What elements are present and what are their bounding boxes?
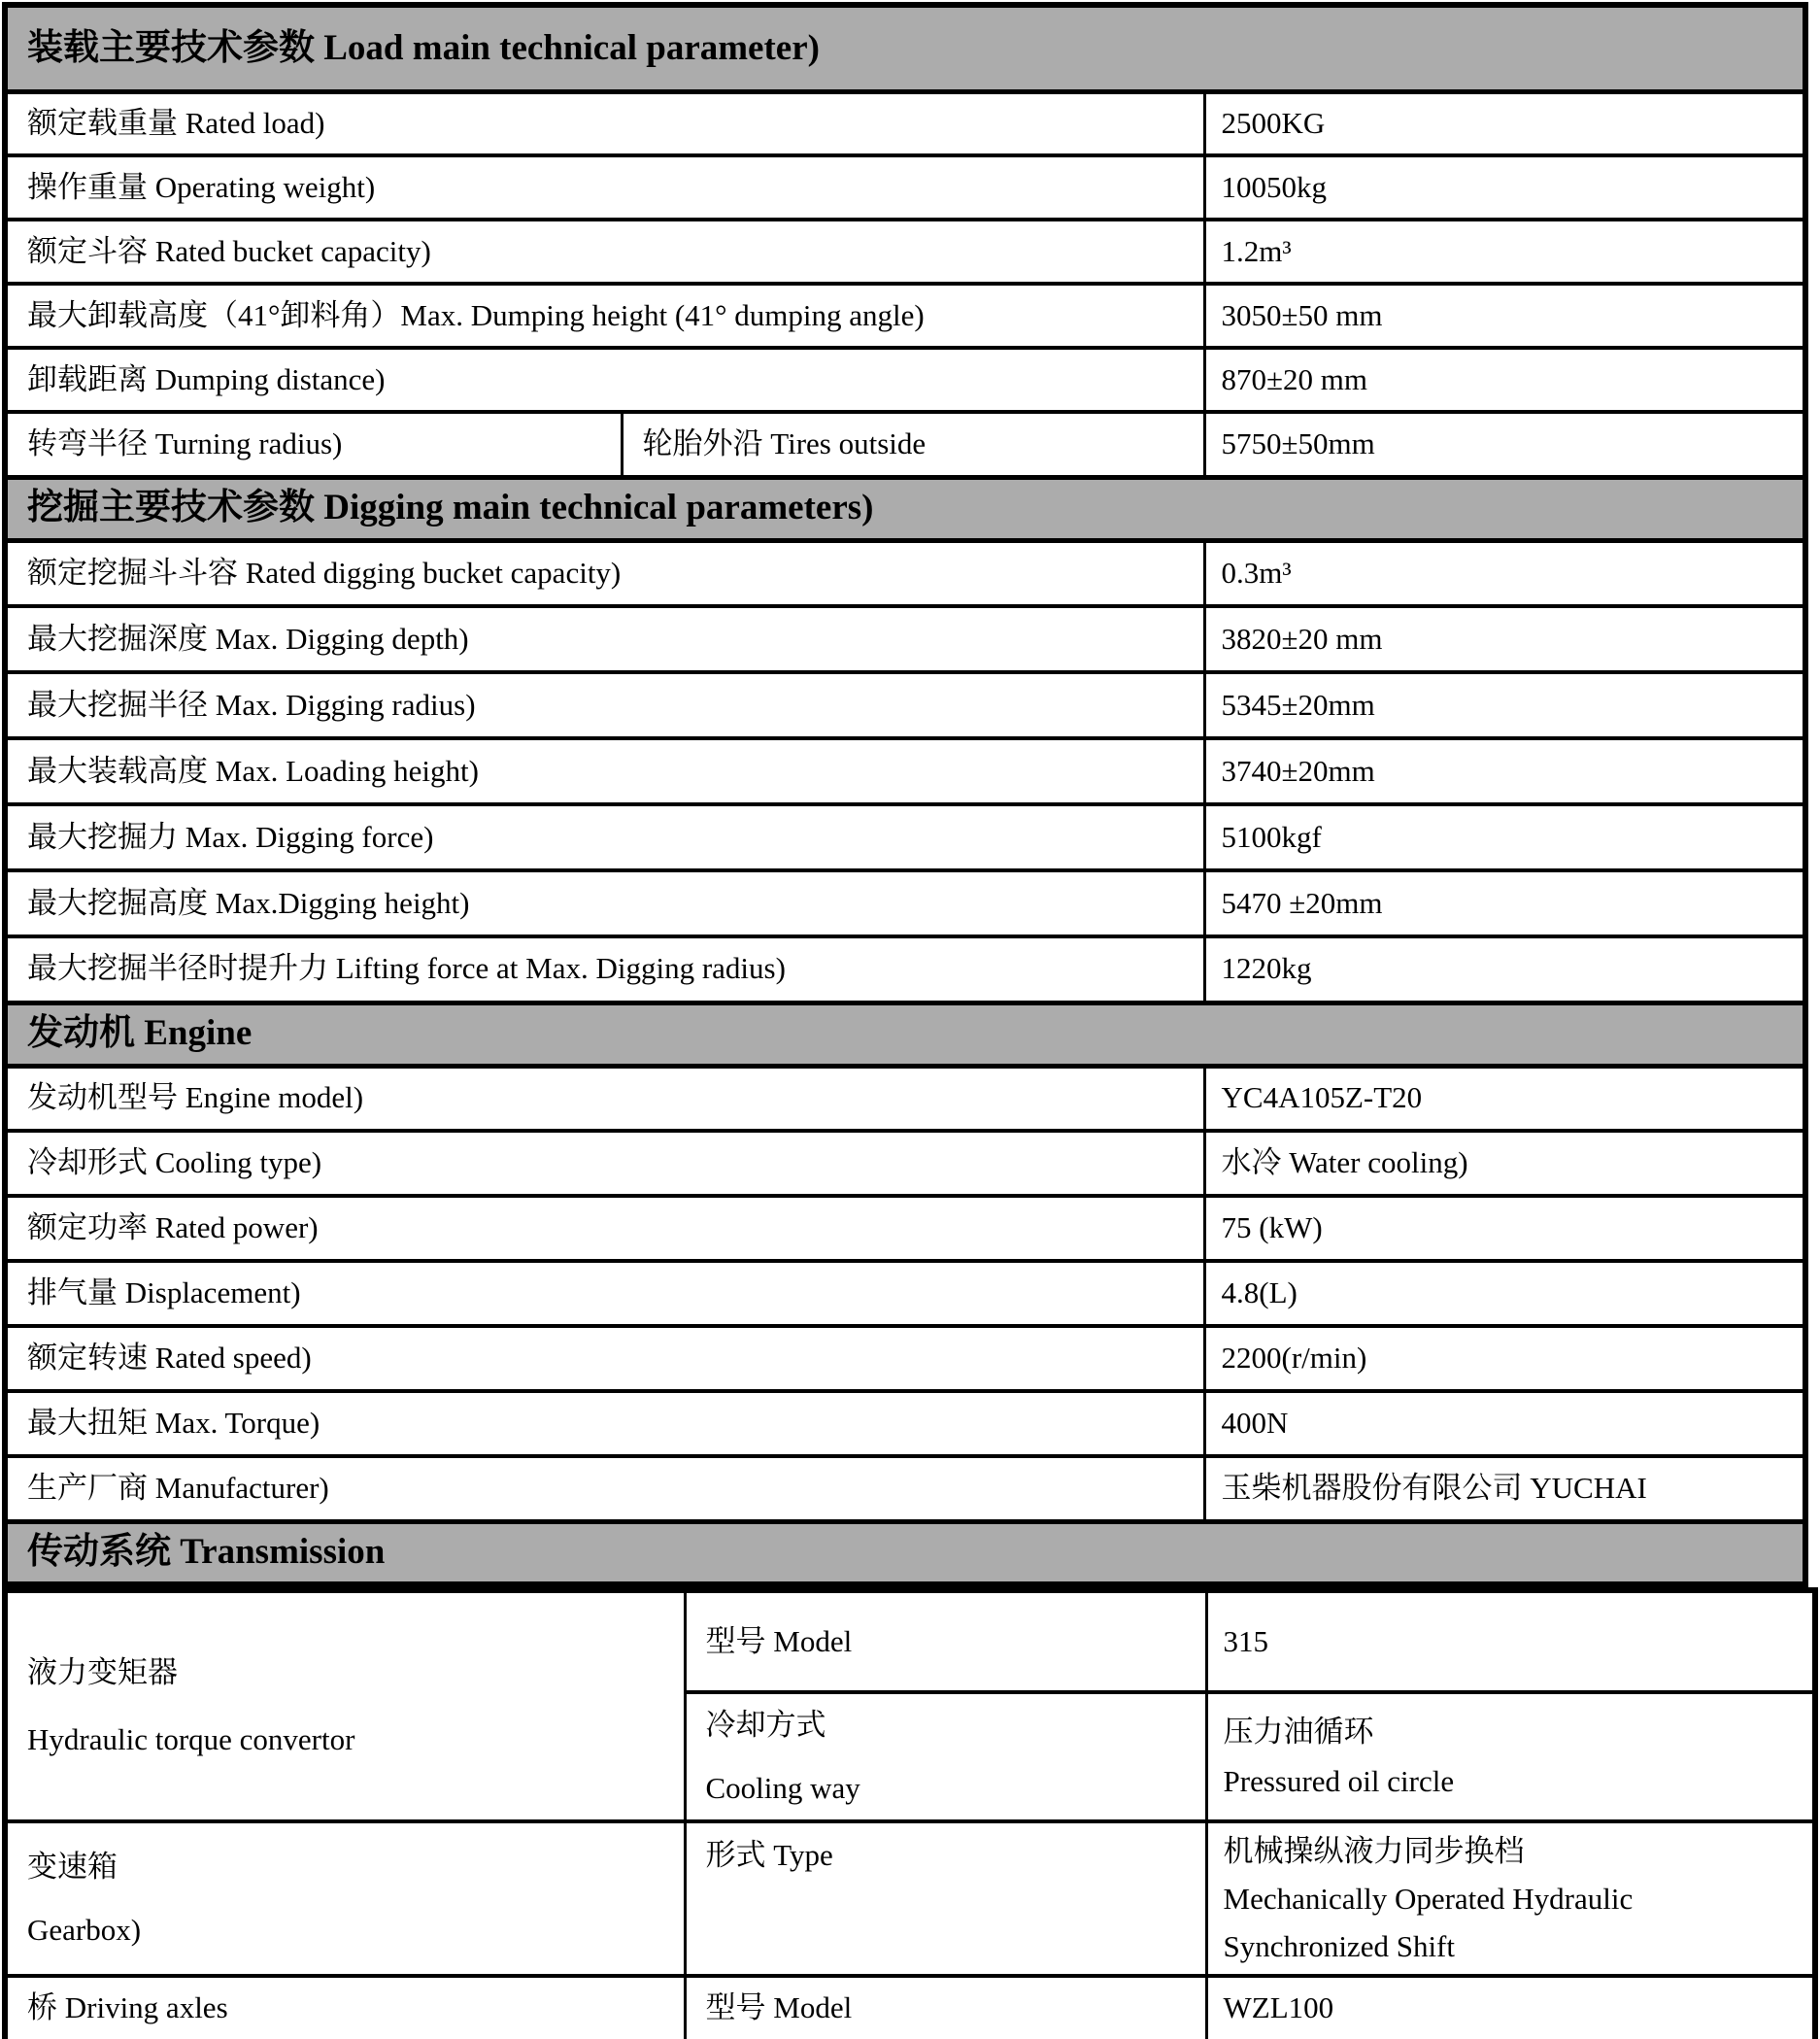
param-label: 转弯半径 Turning radius) (5, 412, 622, 477)
table-row (5, 1326, 1805, 1391)
param-label: 最大装载高度 Max. Loading height) (5, 738, 1204, 804)
param-label-line: Gearbox) (27, 1912, 142, 1947)
table-row (5, 1066, 1805, 1131)
table-row (5, 540, 1805, 606)
param-label: 冷却形式 Cooling type) (5, 1131, 1204, 1196)
table-row (5, 606, 1805, 672)
section-title-digging: 挖掘主要技术参数 Digging main technical parameters) (5, 477, 1805, 540)
param-label: 最大挖掘深度 Max. Digging depth) (5, 606, 1204, 672)
param-value: 10050kg (1204, 155, 1805, 220)
param-sublabel-line: Cooling way (705, 1770, 860, 1805)
param-sublabel: 型号 Model (685, 1976, 1206, 2039)
param-sublabel: 型号 Model (685, 1590, 1206, 1692)
param-label: 额定斗容 Rated bucket capacity) (5, 220, 1204, 284)
table-row (5, 1196, 1805, 1261)
section-header-engine (5, 1003, 1805, 1066)
table-row-driving-axles (5, 1976, 1815, 2039)
param-value-line: Mechanically Operated Hydraulic (1223, 1882, 1634, 1916)
param-value: WZL100 (1206, 1976, 1815, 2039)
section-header-load (5, 5, 1805, 91)
param-label: 额定挖掘斗斗容 Rated digging bucket capacity) (5, 540, 1204, 606)
param-label: 操作重量 Operating weight) (5, 155, 1204, 220)
param-sublabel: 形式 Type (685, 1821, 1206, 1976)
param-value-line: 机械操纵液力同步换档 (1223, 1834, 1525, 1868)
table-row (5, 348, 1805, 412)
param-label-torque-converter (5, 1590, 685, 1821)
param-sublabel-cooling-way (685, 1692, 1206, 1821)
section-title-transmission: 传动系统 Transmission (5, 1521, 1805, 1584)
param-label: 桥 Driving axles (5, 1976, 685, 2039)
table-row (5, 804, 1805, 870)
param-value: 870±20 mm (1204, 348, 1805, 412)
table-row-torque-converter-model (5, 1590, 1815, 1692)
param-value-line: Synchronized Shift (1223, 1929, 1455, 1963)
spec-table-main (2, 2, 1808, 1587)
param-value (1206, 1821, 1815, 1976)
table-row (5, 1131, 1805, 1196)
param-value: 2500KG (1204, 91, 1805, 155)
param-value: 3740±20mm (1204, 738, 1805, 804)
table-row (5, 1261, 1805, 1326)
param-value: 315 (1206, 1590, 1815, 1692)
param-value: YC4A105Z-T20 (1204, 1066, 1805, 1131)
param-value: 1.2m³ (1204, 220, 1805, 284)
param-label: 最大挖掘高度 Max.Digging height) (5, 870, 1204, 936)
table-row (5, 155, 1805, 220)
param-label: 卸载距离 Dumping distance) (5, 348, 1204, 412)
param-value-line: Pressured oil circle (1223, 1763, 1455, 1798)
param-label: 最大扭矩 Max. Torque) (5, 1391, 1204, 1456)
table-row (5, 936, 1805, 1003)
param-label: 生产厂商 Manufacturer) (5, 1456, 1204, 1521)
param-value: 玉柴机器股份有限公司 YUCHAI (1204, 1456, 1805, 1521)
param-label: 排气量 Displacement) (5, 1261, 1204, 1326)
param-label: 最大挖掘半径 Max. Digging radius) (5, 672, 1204, 738)
param-value: 75 (kW) (1204, 1196, 1805, 1261)
param-label-line: Hydraulic torque convertor (27, 1721, 355, 1756)
param-label: 额定转速 Rated speed) (5, 1326, 1204, 1391)
param-value: 水冷 Water cooling) (1204, 1131, 1805, 1196)
param-label: 额定载重量 Rated load) (5, 91, 1204, 155)
table-row (5, 220, 1805, 284)
param-value: 2200(r/min) (1204, 1326, 1805, 1391)
table-row (5, 738, 1805, 804)
param-label-line: 变速箱 (27, 1849, 118, 1884)
spec-table-transmission (2, 1587, 1818, 2039)
param-value-line: 压力油循环 (1223, 1714, 1374, 1749)
param-value: 3050±50 mm (1204, 284, 1805, 348)
param-label: 最大挖掘半径时提升力 Lifting force at Max. Digging radius) (5, 936, 1204, 1003)
param-value: 1220kg (1204, 936, 1805, 1003)
table-row (5, 1391, 1805, 1456)
table-row (5, 91, 1805, 155)
section-title-load: 装载主要技术参数 Load main technical parameter) (5, 5, 1805, 91)
param-label: 发动机型号 Engine model) (5, 1066, 1204, 1131)
param-value: 5345±20mm (1204, 672, 1805, 738)
section-header-transmission (5, 1521, 1805, 1584)
param-sublabel: 轮胎外沿 Tires outside (622, 412, 1204, 477)
param-label: 额定功率 Rated power) (5, 1196, 1204, 1261)
param-value (1206, 1692, 1815, 1821)
table-row (5, 672, 1805, 738)
param-sublabel-line: 冷却方式 (705, 1707, 826, 1742)
table-row (5, 284, 1805, 348)
param-value: 0.3m³ (1204, 540, 1805, 606)
param-label: 最大卸载高度（41°卸料角）Max. Dumping height (41° dumping angle) (5, 284, 1204, 348)
section-header-digging (5, 477, 1805, 540)
param-value: 5470 ±20mm (1204, 870, 1805, 936)
table-row-turning-radius (5, 412, 1805, 477)
param-value: 3820±20 mm (1204, 606, 1805, 672)
table-row-gearbox (5, 1821, 1815, 1976)
param-value: 4.8(L) (1204, 1261, 1805, 1326)
table-row (5, 870, 1805, 936)
param-value: 5750±50mm (1204, 412, 1805, 477)
param-value: 5100kgf (1204, 804, 1805, 870)
table-row (5, 1456, 1805, 1521)
param-value: 400N (1204, 1391, 1805, 1456)
param-label-gearbox (5, 1821, 685, 1976)
section-title-engine: 发动机 Engine (5, 1003, 1805, 1066)
param-label-line: 液力变矩器 (27, 1654, 178, 1689)
param-label: 最大挖掘力 Max. Digging force) (5, 804, 1204, 870)
